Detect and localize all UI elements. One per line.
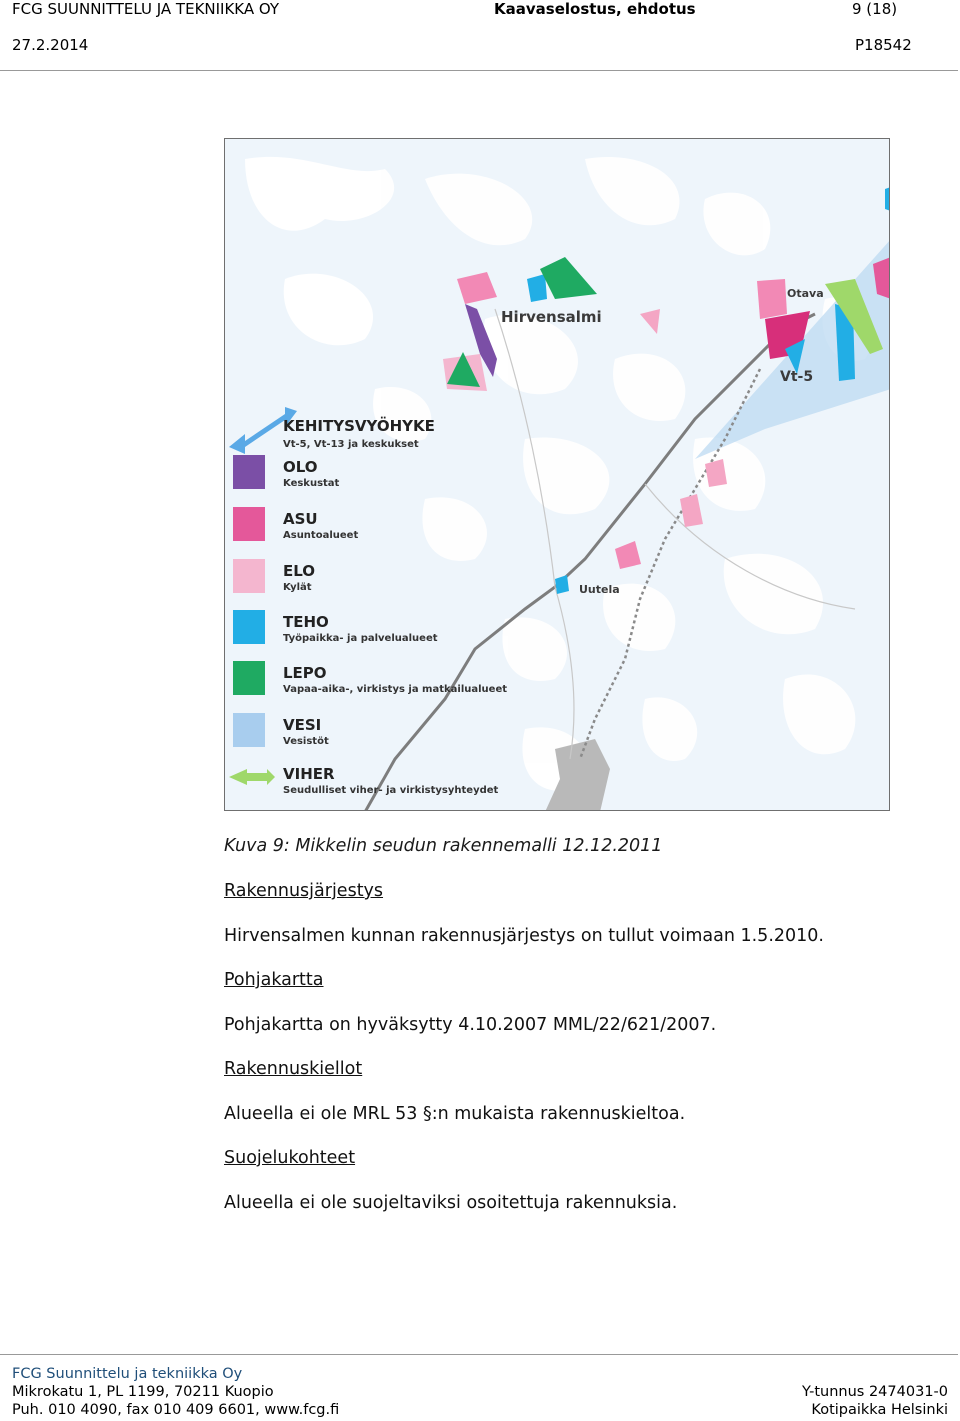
legend-subtitle-0: Vt-5, Vt-13 ja keskukset	[283, 439, 419, 450]
place-vt5: Vt-5	[780, 369, 814, 385]
legend-subtitle-5: Vapaa-aika-, virkistys ja matkailualueet	[283, 684, 508, 695]
section-text-base-map: Pohjakartta on hyväksytty 4.10.2007 MML/22/621/2007.	[224, 1015, 717, 1035]
section-text-building-bans: Alueella ei ole MRL 53 §:n mukaista rakennuskieltoa.	[224, 1104, 686, 1124]
legend-swatch-asu	[233, 507, 265, 541]
legend-title-4: TEHO	[283, 613, 329, 631]
section-text-building-code: Hirvensalmen kunnan rakennusjärjestys on tullut voimaan 1.5.2010.	[224, 926, 824, 946]
section-heading-base-map: Pohjakartta	[224, 970, 324, 990]
legend-subtitle-3: Kylät	[283, 582, 312, 593]
header-date: 27.2.2014	[12, 36, 89, 54]
structure-model-map	[224, 138, 890, 811]
header-doc-title: Kaavaselostus, ehdotus	[494, 0, 696, 18]
asu-area-otava	[757, 279, 787, 319]
legend-title-3: ELO	[283, 562, 316, 580]
legend-title-5: LEPO	[283, 664, 327, 682]
legend-title-1: OLO	[283, 458, 318, 476]
header-project-id: P18542	[855, 36, 912, 54]
footer-company: FCG Suunnittelu ja tekniikka Oy	[12, 1366, 243, 1382]
header-divider	[0, 70, 958, 71]
header-page-number: 9 (18)	[852, 0, 898, 18]
legend-subtitle-7: Seudulliset viher- ja virkistysyhteydet	[283, 785, 499, 796]
legend-subtitle-6: Vesistöt	[283, 736, 329, 747]
section-heading-building-code: Rakennusjärjestys	[224, 881, 384, 901]
legend-title-0: KEHITYSVYÖHYKE	[283, 417, 435, 435]
place-otava: Otava	[787, 287, 824, 300]
figure-caption: Kuva 9: Mikkelin seudun rakennemalli 12.12.2011	[224, 836, 663, 856]
footer-contact: Puh. 010 4090, fax 010 409 6601, www.fcg.fi	[12, 1402, 340, 1418]
legend-subtitle-2: Asuntoalueet	[283, 530, 359, 541]
legend-title-2: ASU	[283, 510, 318, 528]
legend-title-7: VIHER	[283, 765, 335, 783]
teho-area-edge	[885, 187, 890, 211]
section-text-protected-sites: Alueella ei ole suojeltaviksi osoitettuja rakennuksia.	[224, 1193, 678, 1213]
footer-domicile: Kotipaikka Helsinki	[811, 1402, 948, 1418]
legend-title-6: VESI	[283, 716, 322, 734]
legend-swatch-lepo	[233, 661, 265, 695]
footer-address: Mikrokatu 1, PL 1199, 70211 Kuopio	[12, 1384, 274, 1400]
section-heading-protected-sites: Suojelukohteet	[224, 1148, 356, 1168]
legend-subtitle-1: Keskustat	[283, 478, 340, 489]
header-company: FCG SUUNNITTELU JA TEKNIIKKA OY	[12, 0, 280, 18]
legend-swatch-olo	[233, 455, 265, 489]
legend-swatch-teho	[233, 610, 265, 644]
footer-divider	[0, 1354, 958, 1355]
footer-business-id: Y-tunnus 2474031-0	[801, 1384, 948, 1400]
legend-swatch-elo	[233, 559, 265, 593]
place-hirvensalmi: Hirvensalmi	[501, 308, 602, 326]
legend-swatch-vesi	[233, 713, 265, 747]
legend-subtitle-4: Työpaikka- ja palvelualueet	[283, 633, 438, 644]
section-heading-building-bans: Rakennuskiellot	[224, 1059, 363, 1079]
place-uutela: Uutela	[579, 583, 620, 596]
